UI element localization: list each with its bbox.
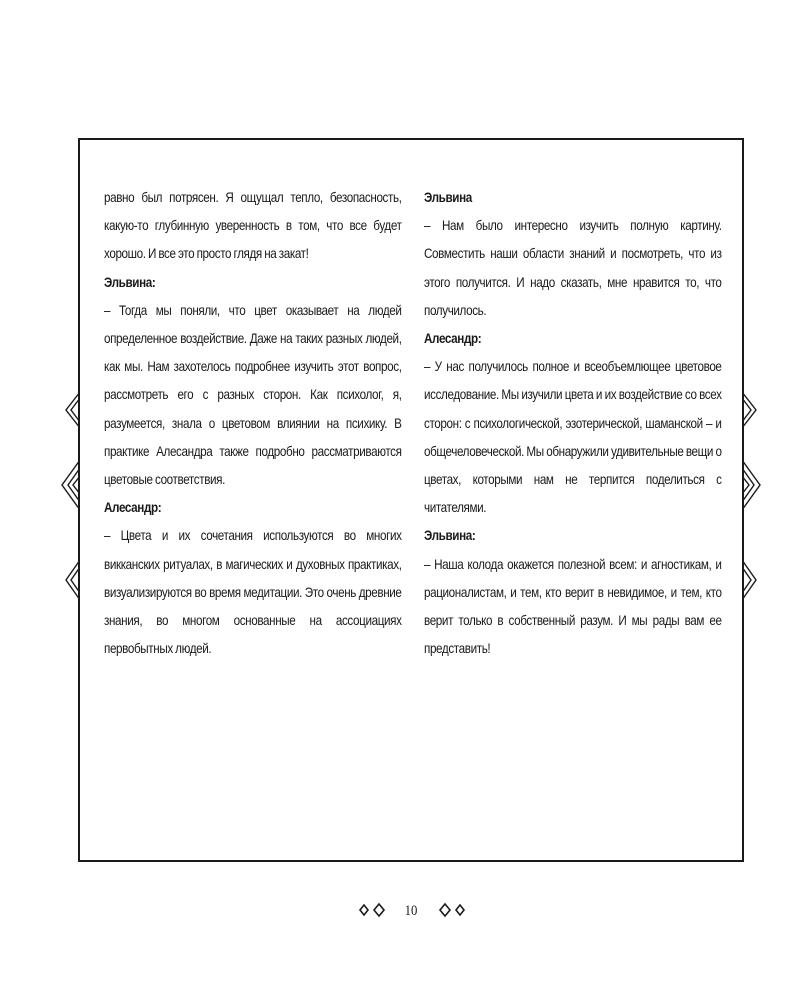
- speaker-name: Эльвина: [424, 190, 472, 205]
- paragraph: – Тогда мы поняли, что цвет оказывает на людей определенное воздействие. Даже на таких разных людей, как мы. Нам захотелось подробнее изучить этот вопрос, рассмотреть его с разных сторон. Как психолог, я, разумеется, знала о цветовом влиянии на психику. В практике Алесандра также подробно рассматриваются цветовые соответствия.: [104, 302, 402, 488]
- right-column: [424, 184, 722, 663]
- page-frame: [78, 138, 744, 862]
- speaker-name: Эльвина:: [104, 274, 156, 290]
- paragraph: – Цвета и их сочетания используются во многих викканских ритуалах, в магических и духовных практиках, визуализируются во время медитации. Это очень древние знания, во многом основанные на ассоциациях первобытных людей.: [104, 528, 402, 657]
- page-number: 10: [404, 903, 418, 919]
- paragraph: равно был потрясен. Я ощущал тепло, безопасность, какую-то глубинную уверенность в том, что все будет хорошо. И все это просто глядя на закат!: [104, 190, 402, 262]
- footer-ornament-left-icon: [358, 902, 388, 918]
- speaker-name: Алесандр:: [424, 331, 482, 347]
- paragraph: – Нам было интересно изучить полную картину. Совместить наши области знаний и посмотреть, что из этого получится. И надо сказать, мне нравится то, что получилось.: [424, 218, 722, 318]
- paragraph: – Наша колода окажется полезной всем: и агностикам, и рационалистам, и тем, кто верит в невидимое, и тем, кто верит только в собственный разум. И мы рады вам ее представить!: [424, 556, 722, 657]
- speaker-name: Эльвина:: [424, 528, 476, 544]
- paragraph: – У нас получилось полное и всеобъемлющее цветовое исследование. Мы изучили цвета и их воздействие со всех сторон: с психологической, эзотерической, шаманской – и общечеловеческой. Мы обнаружили удивительные вещи о цветах, которыми нам не терпится поделиться с читателями.: [424, 359, 722, 516]
- footer-ornament-right-icon: [436, 902, 466, 918]
- left-column: [104, 184, 402, 663]
- speaker-name: Алесандр:: [104, 500, 162, 516]
